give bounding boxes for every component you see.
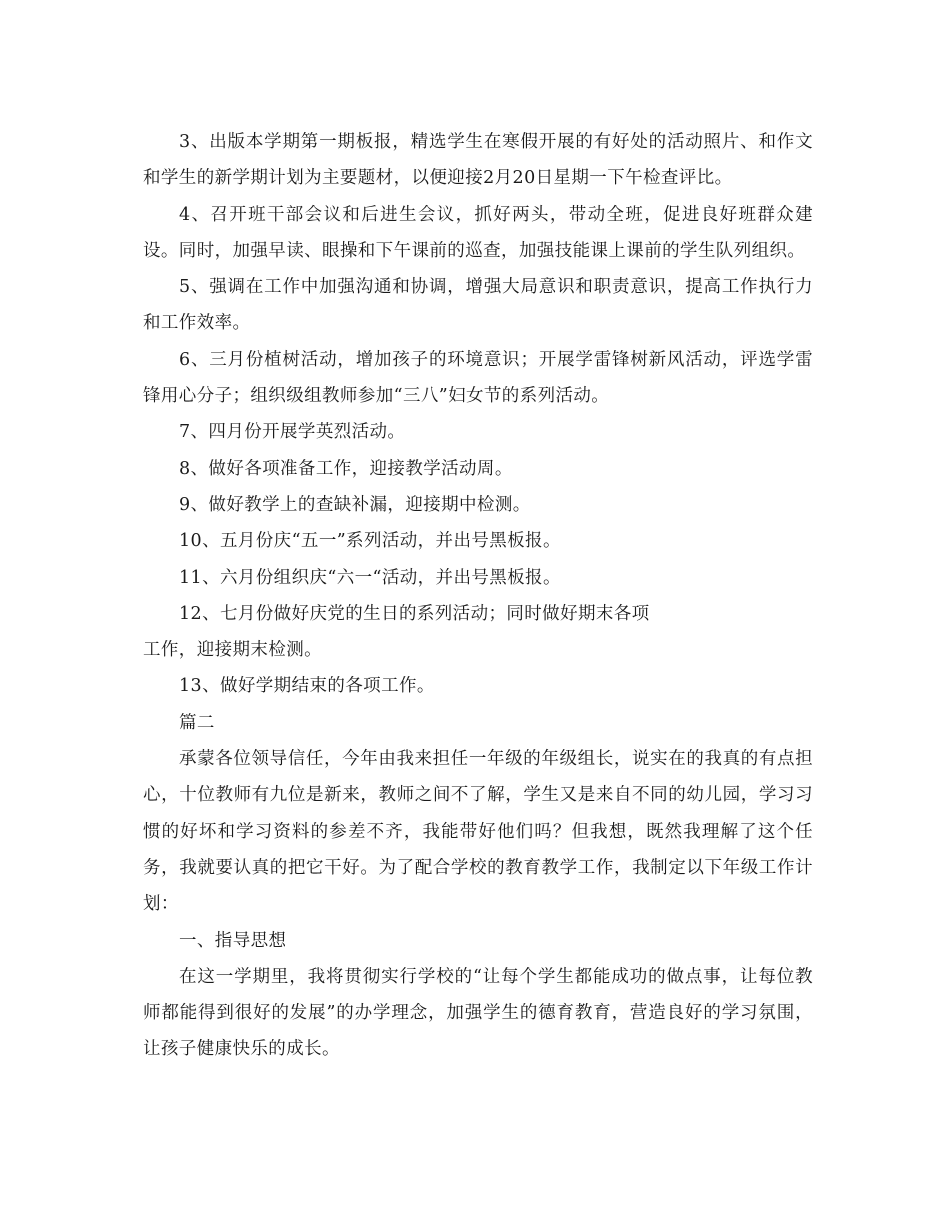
section-title: 篇二 (179, 712, 215, 733)
list-item-6: 6、三月份植树活动，增加孩子的环境意识；开展学雷锋树新风活动，评选学雷锋用心分子；组织级组教师参加“三八”妇女节的系列活动。 (143, 349, 813, 407)
list-item-11: 11、六月份组织庆“六一“活动，并出号黑板报。 (179, 567, 561, 588)
list-item-9: 9、做好教学上的查缺补漏，迎接期中检测。 (179, 494, 531, 515)
document-body (143, 124, 813, 1068)
list-item-10: 10、五月份庆“五一”系列活动，并出号黑板报。 (179, 531, 561, 552)
list-item-8: 8、做好各项准备工作，迎接教学活动周。 (179, 458, 513, 479)
list-item-12: 12、七月份做好庆党的生日的系列活动；同时做好期末各项 (179, 603, 650, 624)
list-item-12-continued: 工作，迎接期末检测。 (143, 640, 322, 661)
list-item-13: 13、做好学期结束的各项工作。 (179, 676, 435, 697)
section-heading-guiding-idea: 一、指导思想 (179, 930, 287, 951)
intro-paragraph: 承蒙各位领导信任，今年由我来担任一年级的年级组长，说实在的我真的有点担心，十位教师有九位是新来，教师之间不了解，学生又是来自不同的幼儿园，学习习惯的好坏和学习资料的参差不齐，我能带好他们吗？但我想，既然我理解了这个任务，我就要认真的把它干好。为了配合学校的教育教学工作，我制定以下年级工作计划： (143, 749, 813, 915)
list-item-7: 7、四月份开展学英烈活动。 (179, 422, 406, 443)
guiding-idea-paragraph: 在这一学期里，我将贯彻实行学校的“让每个学生都能成功的做点事，让每位教师都能得到很好的发展”的办学理念，加强学生的德育教育，营造良好的学习氛围，让孩子健康快乐的成长。 (143, 966, 813, 1060)
list-item-4: 4、召开班干部会议和后进生会议，抓好两头，带动全班，促进良好班群众建设。同时，加强早读、眼操和下午课前的巡查，加强技能课上课前的学生队列组织。 (143, 204, 813, 261)
list-item-5: 5、强调在工作中加强沟通和协调，增强大局意识和职责意识，提高工作执行力和工作效率。 (143, 277, 813, 334)
list-item-3: 3、出版本学期第一期板报，精选学生在寒假开展的有好处的活动照片、和作文和学生的新学期计划为主要题材，以便迎接2月20日星期一下午检查评比。 (143, 132, 813, 189)
